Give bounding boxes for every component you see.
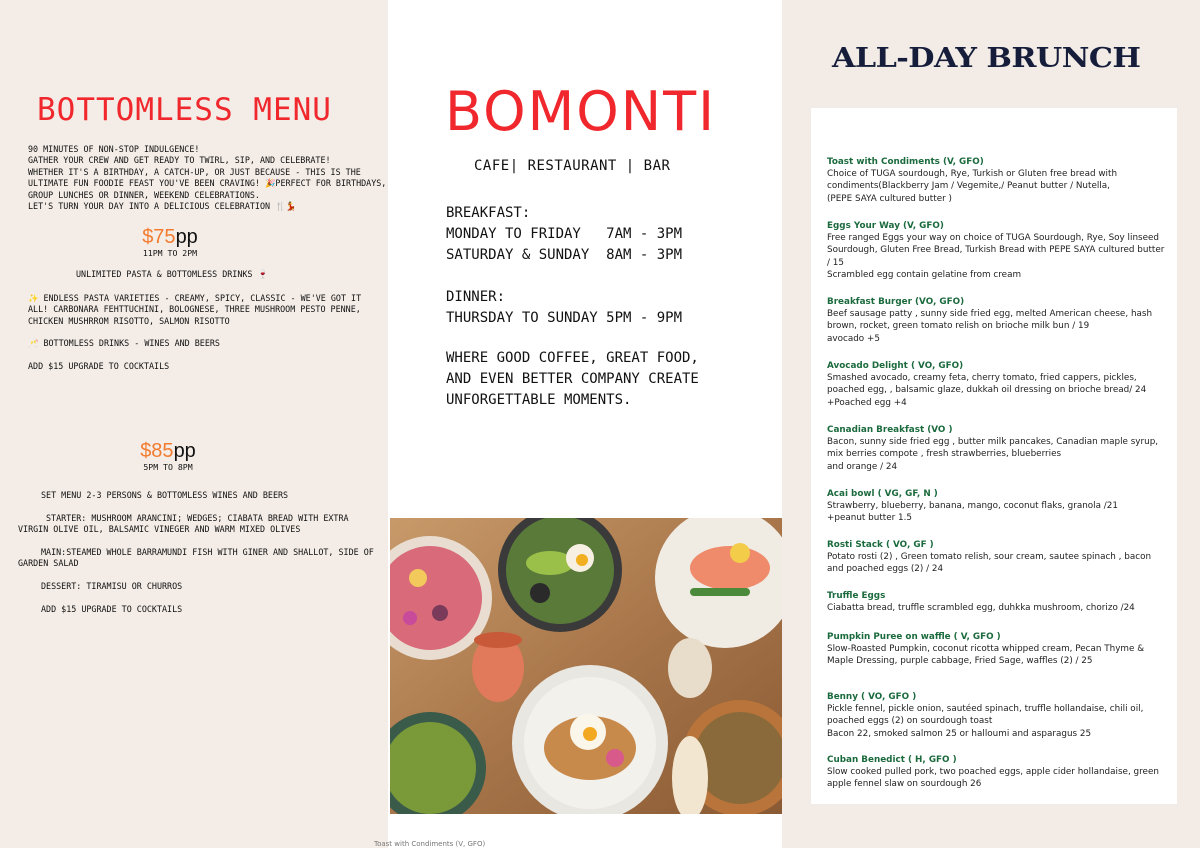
menu-item-desc: Pickle fennel, pickle onion, sautéed spinach, truffle hollandaise, chili oil, poached eggs (2) on sourdough toast Bacon 22, smoked salmon 25 or halloumi and asparagus 25 [827,704,1144,739]
dinner-hours: DINNER: THURSDAY TO SUNDAY 5PM - 9PM [446,289,683,326]
brand-subtitle: CAFE| RESTAURANT | BAR [474,158,671,174]
offer1-upgrade: ADD $15 UPGRADE TO COCKTAILS [28,361,170,371]
menu-item-name: Eggs Your Way (V, GFO) [827,221,944,231]
menu-item-desc: Bacon, sunny side fried egg , butter milk pancakes, Canadian maple syrup, mix berries compote , fresh strawberries, blueberries and orange / 24 [827,437,1159,472]
menu-item-name: Breakfast Burger (VO, GFO) [827,297,965,307]
offer2-upgrade: ADD $15 UPGRADE TO COCKTAILS [41,604,183,614]
menu-item-desc: Smashed avocado, creamy feta, cherry tomato, fried cappers, pickles, poached egg, , balsamic glaze, dukkah oil dressing on brioche bread/ 24 +Poached egg +4 [827,373,1147,408]
offer1-price-block [110,226,230,258]
offer1-price [110,226,230,248]
menu-item-name: Avocado Delight ( VO, GFO) [827,361,964,371]
menu-item [827,539,1167,576]
all-day-brunch-panel [782,0,1200,848]
offer1-headline: UNLIMITED PASTA & BOTTOMLESS DRINKS 🍷 [76,269,268,279]
menu-item [827,220,1167,282]
menu-item-desc: Choice of TUGA sourdough, Rye, Turkish or Gluten free bread with condiments(Blackberry Jam / Vegemite,/ Peanut butter / Nutella, (PEPE SAYA cultured butter ) [827,169,1118,204]
menu-item [827,296,1167,345]
brunch-title: ALL-DAY BRUNCH [832,43,1141,74]
bomonti-info-panel [388,0,782,848]
menu-item [827,488,1167,525]
bottomless-menu-panel [0,0,388,848]
menu-item [827,631,1167,668]
menu-item-desc: Slow cooked pulled pork, two poached eggs, apple cider hollandaise, green apple fennel slaw on sourdough 26 [827,767,1159,790]
brunch-menu-card [811,108,1177,804]
menu-item-desc: Free ranged Eggs your way on choice of TUGA Sourdough, Rye, Soy linseed Sourdough, Gluten Free Bread, Turkish Bread with PEPE SAYA cultured butter / 15 Scrambled egg contain gelatine from cream [827,233,1165,281]
offer2-price-block [108,440,228,472]
menu-item-name: Toast with Condiments (V, GFO) [827,157,984,167]
offer2-dessert: DESSERT: TIRAMISU OR CHURROS [41,581,183,591]
offer2-time: 5PM TO 8PM [143,462,193,472]
menu-item-name: Canadian Breakfast (VO ) [827,425,953,435]
offer1-time: 11PM TO 2PM [142,248,198,258]
menu-item-desc: Beef sausage patty , sunny side fried egg, melted American cheese, hash brown, rocket, green tomato relish on brioche milk bun / 19 avocado +5 [827,309,1153,344]
offer1-price-unit: pp [175,226,198,248]
footer-stray-text: Toast with Condiments (V, GFO) [374,840,486,848]
offer2-main: MAIN:STEAMED WHOLE BARRAMUNDI FISH WITH GINER AND SHALLOT, SIDE OF GARDEN SALAD [18,547,374,569]
menu-item-name: Rosti Stack ( VO, GF ) [827,540,934,550]
menu-item [827,691,1167,740]
offer2-headline: SET MENU 2-3 PERSONS & BOTTOMLESS WINES AND BEERS [41,490,289,500]
offer1-price-amount: $75 [142,226,176,248]
breakfast-hours: BREAKFAST: MONDAY TO FRIDAY 7AM - 3PM SATURDAY & SUNDAY 8AM - 3PM [446,205,683,263]
bottomless-intro: 90 MINUTES OF NON-STOP INDULGENCE! GATHER YOUR CREW AND GET READY TO TWIRL, SIP, AND CELEBRATE! WHETHER IT'S A BIRTHDAY, A CATCH-UP, OR JUST BECAUSE - THIS IS THE ULTIMATE FUN FOODIE FEAST YOU'VE BEEN CRAVING! 🎉PERFECT FOR BIRTHDAYS, GROUP LUNCHES OR DINNER, WEEKEND CELEBRATIONS. LET'S TURN YOUR DAY INTO A DELICIOUS CELEBRATION 🍴💃 [28,144,387,212]
menu-item [827,360,1167,409]
offer2-price-amount: $85 [140,440,174,462]
menu-item-name: Benny ( VO, GFO ) [827,692,917,702]
menu-item-name: Acai bowl ( VG, GF, N ) [827,489,938,499]
brunch-food-photo [390,518,782,814]
menu-item-desc: Strawberry, blueberry, banana, mango, coconut flaks, granola /21 +peanut butter 1.5 [827,501,1118,524]
menu-item-desc: Potato rosti (2) , Green tomato relish, sour cream, sautee spinach , bacon and poached eggs (2) / 24 [827,552,1152,575]
bottomless-menu-title: BOTTOMLESS MENU [37,92,332,128]
menu-item-name: Truffle Eggs [827,591,886,601]
offer2-price [108,440,228,462]
menu-item [827,754,1167,791]
offer1-pasta: ✨ ENDLESS PASTA VARIETIES - CREAMY, SPICY, CLASSIC - WE'VE GOT IT ALL! CARBONARA FEHTTUCHINI, BOLOGNESE, THREE MUSHROOM PESTO PENNE, CHICKEN MUSHRROM RISOTTO, SALMON RISOTTO [28,293,362,326]
menu-item [827,590,1167,614]
brand-title: BOMONTI [445,80,717,143]
menu-item-desc: Slow-Roasted Pumpkin, coconut ricotta whipped cream, Pecan Thyme & Maple Dressing, purple cabbage, Fried Sage, waffles (2) / 25 [827,644,1145,667]
tagline: WHERE GOOD COFFEE, GREAT FOOD, AND EVEN BETTER COMPANY CREATE UNFORGETTABLE MOMENTS. [446,350,699,408]
menu-item [827,156,1167,205]
menu-item [827,424,1167,473]
menu-item-desc: Ciabatta bread, truffle scrambled egg, duhkka mushroom, chorizo /24 [827,603,1135,613]
offer2-price-unit: pp [173,440,196,462]
menu-item-name: Pumpkin Puree on waffle ( V, GFO ) [827,632,1001,642]
offer1-drinks: 🥂 BOTTOMLESS DRINKS - WINES AND BEERS [28,338,220,348]
menu-item-name: Cuban Benedict ( H, GFO ) [827,755,957,765]
offer2-starter: STARTER: MUSHROOM ARANCINI; WEDGES; CIABATA BREAD WITH EXTRA VIRGIN OLIVE OIL, BALSAMIC VINEGER AND WARM MIXED OLIVES [18,513,349,535]
